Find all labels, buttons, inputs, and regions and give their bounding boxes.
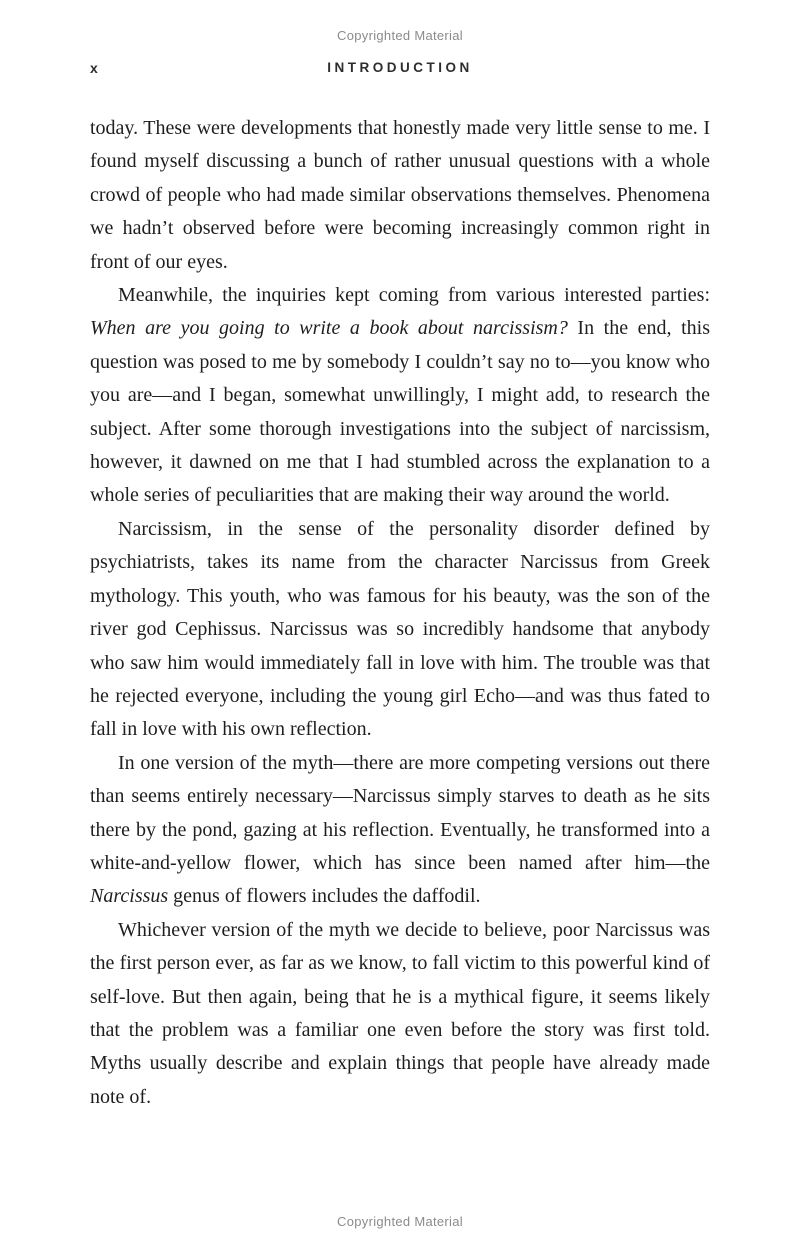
paragraph	[90, 513, 710, 747]
copyright-notice-top: Copyrighted Material	[337, 28, 463, 43]
text-segment: today. These were developments that honestly made very little sense to me. I found myself discussing a bunch of rather unusual questions with a whole crowd of people who had made similar observations themselves. Phenomena we hadn’t observed before were becoming increasingly common right in front of our eyes.	[90, 117, 710, 273]
text-segment: In one version of the myth—there are more competing versions out there than seems entirely necessary—Narcissus simply starves to death as he sits there by the pond, gazing at his reflection. Eventually, he transformed into a white-and-yellow flower, which has since been named after him—the	[90, 751, 710, 874]
paragraph	[90, 914, 710, 1114]
body-text	[90, 112, 710, 1114]
text-segment: Narcissism, in the sense of the personality disorder defined by psychiatrists, takes its name from the character Narcissus from Greek mythology. This youth, who was famous for his beauty, was the son of the river god Cephissus. Narcissus was so incredibly handsome that anybody who saw him would immediately fall in love with him. The trouble was that he rejected everyone, including the young girl Echo—and was thus fated to fall in love with his own reflection.	[90, 517, 710, 741]
paragraph	[90, 747, 710, 914]
text-segment: Whichever version of the myth we decide to believe, poor Narcissus was the first person ever, as far as we know, to fall victim to this powerful kind of self-love. But then again, being that he is a mythical figure, it seems likely that the problem was a familiar one even before the story was first told. Myths usually describe and explain things that people have already made note of.	[90, 918, 710, 1108]
paragraph	[90, 279, 710, 513]
chapter-running-head: INTRODUCTION	[327, 60, 473, 75]
page-number: x	[90, 60, 98, 76]
paragraph	[90, 112, 710, 279]
copyright-notice-bottom: Copyrighted Material	[337, 1214, 463, 1229]
text-segment: genus of flowers includes the daffodil.	[168, 885, 481, 908]
text-segment: In the end, this question was posed to me by somebody I couldn’t say no to—you know who you are—and I began, somewhat unwillingly, I might add, to research the subject. After some thorough investigations into the subject of narcissism, however, it dawned on me that I had stumbled across the explanation to a whole series of peculiarities that are making their way around the world.	[90, 317, 710, 507]
italic-text-segment: When are you going to write a book about narcissism?	[90, 317, 568, 340]
italic-text-segment: Narcissus	[90, 885, 169, 908]
text-segment: Meanwhile, the inquiries kept coming from various interested parties:	[118, 284, 710, 307]
